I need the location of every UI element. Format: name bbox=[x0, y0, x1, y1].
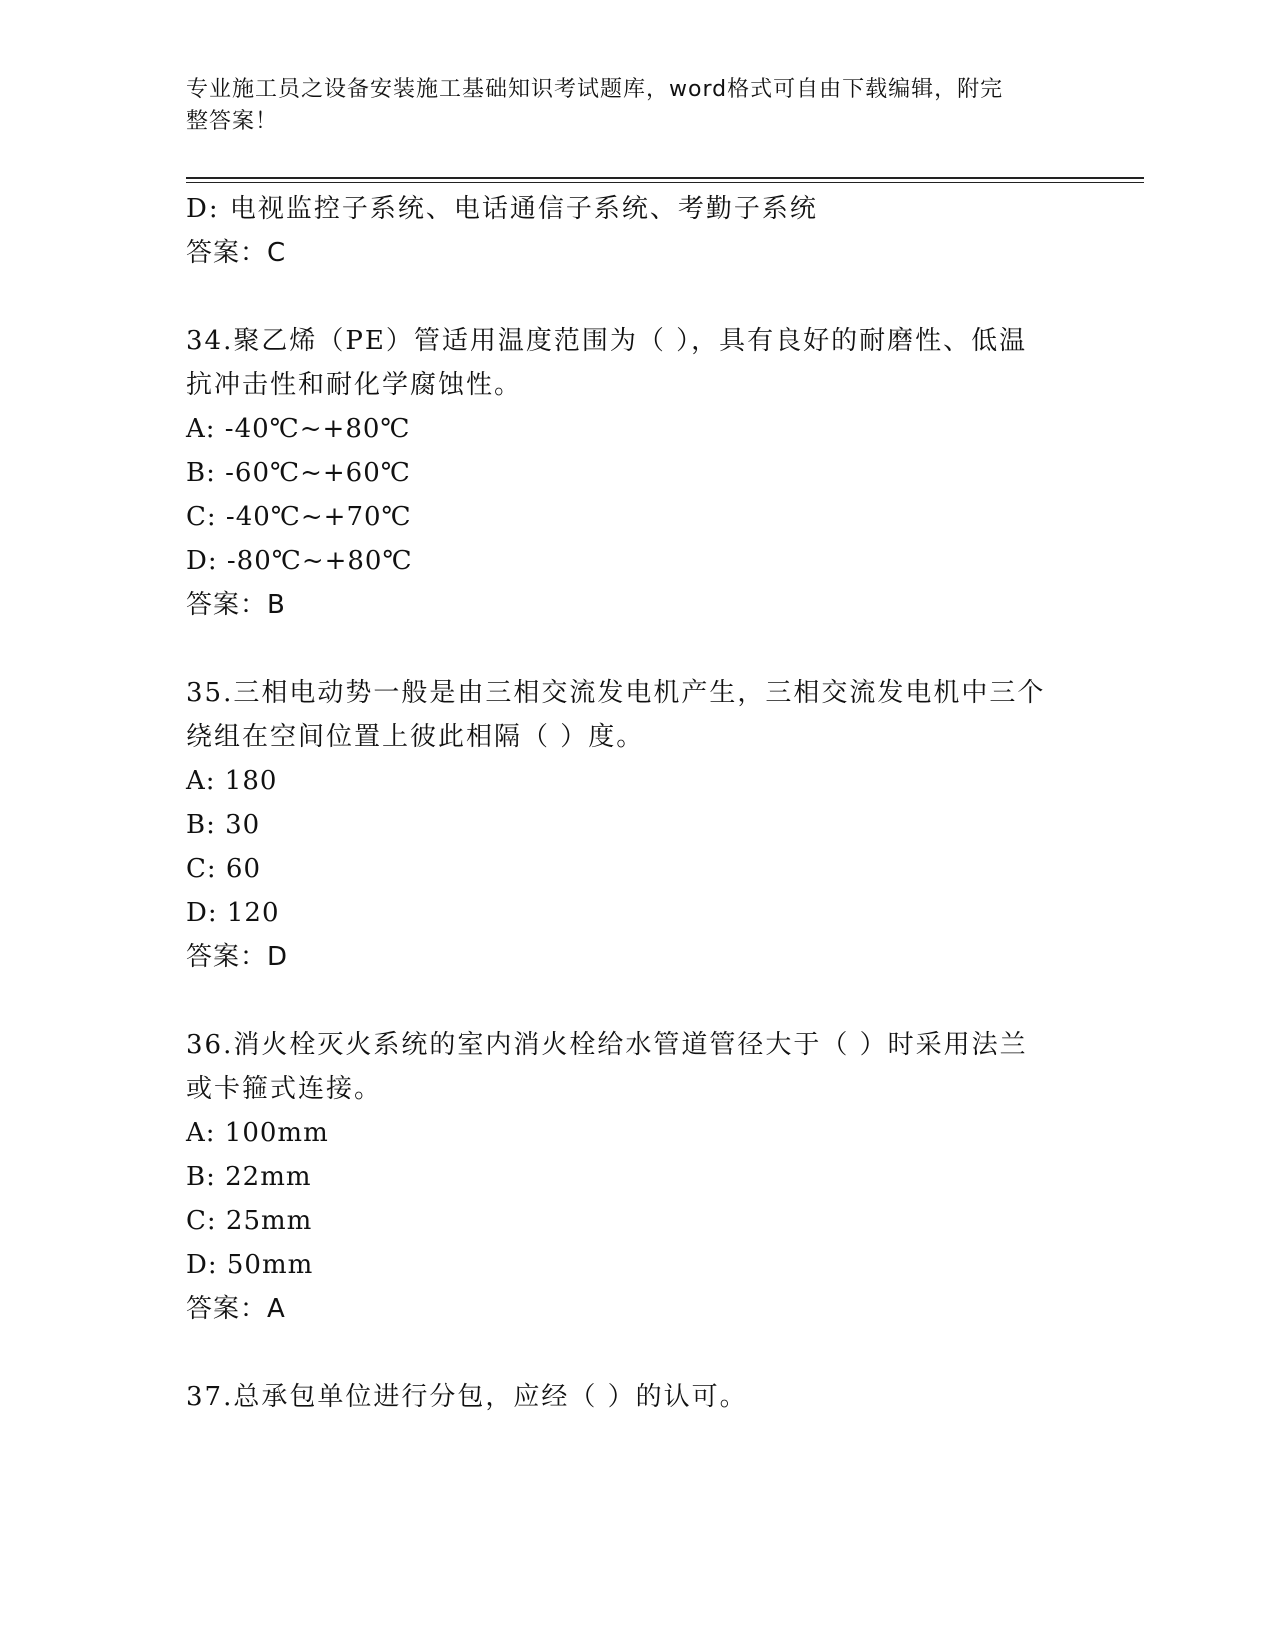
q36-option-b: B: 22mm bbox=[186, 1162, 312, 1192]
q35-option-c: C: 60 bbox=[186, 854, 262, 884]
q35-answer: 答案：D bbox=[186, 942, 289, 972]
q36-text-line-1: 36.消火栓灭火系统的室内消火栓给水管道管径大于（ ）时采用法兰 bbox=[186, 1030, 1028, 1060]
prev-option-d: D: 电视监控子系统、电话通信子系统、考勤子系统 bbox=[186, 194, 818, 224]
q34-option-a: A: -40℃~+80℃ bbox=[186, 414, 411, 444]
header-line-2: 整答案！ bbox=[186, 109, 279, 134]
q35-text-line-2: 绕组在空间位置上彼此相隔（ ）度。 bbox=[186, 722, 645, 752]
q34-option-d: D: -80℃~+80℃ bbox=[186, 546, 413, 576]
q34-text-line-1: 34.聚乙烯（PE）管适用温度范围为（ ），具有良好的耐磨性、低温 bbox=[186, 326, 1028, 356]
header-divider-thick bbox=[186, 177, 1144, 179]
q36-option-d: D: 50mm bbox=[186, 1250, 314, 1280]
q36-text-line-2: 或卡箍式连接。 bbox=[186, 1074, 383, 1104]
q34-option-b: B: -60℃~+60℃ bbox=[186, 458, 411, 488]
q36-option-c: C: 25mm bbox=[186, 1206, 313, 1236]
q34-option-c: C: -40℃~+70℃ bbox=[186, 502, 412, 532]
q35-option-a: A: 180 bbox=[186, 766, 278, 796]
q35-text-line-1: 35.三相电动势一般是由三相交流发电机产生，三相交流发电机中三个 bbox=[186, 678, 1046, 708]
q34-text-line-2: 抗冲击性和耐化学腐蚀性。 bbox=[186, 370, 523, 400]
q35-option-d: D: 120 bbox=[186, 898, 280, 928]
q37-text-line-1: 37.总承包单位进行分包，应经（ ）的认可。 bbox=[186, 1382, 748, 1412]
prev-answer: 答案：C bbox=[186, 238, 287, 268]
q36-option-a: A: 100mm bbox=[186, 1118, 329, 1148]
header-line-1: 专业施工员之设备安装施工基础知识考试题库，word格式可自由下载编辑，附完 bbox=[186, 77, 1004, 102]
header-divider-thin bbox=[186, 182, 1144, 183]
q34-answer: 答案：B bbox=[186, 590, 286, 620]
q35-option-b: B: 30 bbox=[186, 810, 261, 840]
document-header bbox=[186, 74, 1066, 138]
q36-answer: 答案：A bbox=[186, 1294, 286, 1324]
